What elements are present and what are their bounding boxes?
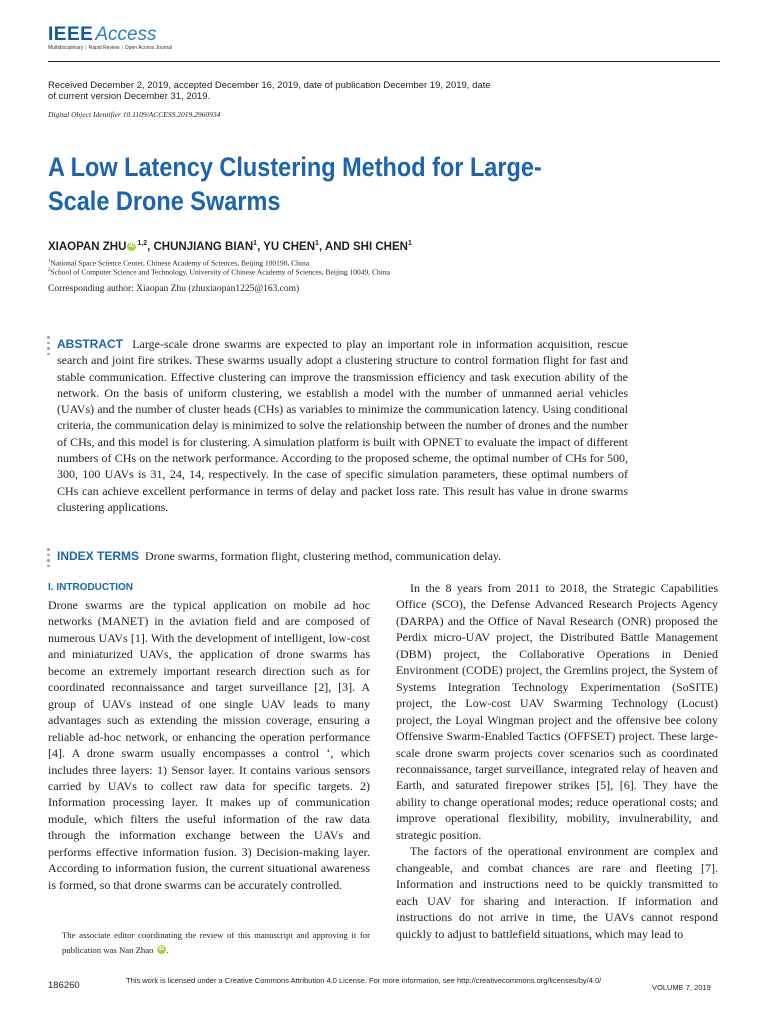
volume-label: VOLUME 7, 2019 <box>652 983 711 992</box>
index-terms-text: Drone swarms, formation flight, clustering method, communication delay. <box>145 549 502 563</box>
paragraph: In the 8 years from 2011 to 2018, the Strategic Capabilities Office (SCO), the Defense Advanced Research Projects Agency (DARPA) and the Office of Naval Research (ONR) proposed the Perdix micro-UAV project, the Distributed Battle Management (DBM) project, the Collaborative Operations in Denied Environment (CODE) project, the Gremlins project, the System of Systems Integration Technology Experimentation (SoSITE) project, the Low-cost UAV Swarming Technology (Locust) project, the Loyal Wingman project and the offensive bee colony Offensive Swarm-Enabled Tactics (OFFSET) project. These large-scale drone swarm projects cover scenarios such as coordinated reconnaissance, target surveillance, integrated relay of heaven and Earth, and saturated firepower strikes [5], [6]. They have the ability to change operational modes; reduce operational costs; and improve operational flexibility, mobility, invulnerability, and strategic position. <box>396 581 718 842</box>
abstract-text: Large-scale drone swarms are expected to play an important role in information acquisition, rescue search and joint fire strikes. These swarms usually adopt a clustering structure to control formation flight for fast and stable communication. Effective clustering can improve the transmission efficiency and task execution ability of the network. On the basis of uniform clustering, we establish a model with the number of unmanned aerial vehicles (UAVs) and the number of cluster heads (CHs) as variables to minimize the communication latency. Using conditional criteria, the communication delay is minimized to solve the relationship between the number of drones and the number of CHs, and this model is for clustering. A simulation platform is built with OPNET to evaluate the impact of different numbers of CHs on the network performance. According to the proposed scheme, the optimal number of CHs for 500, 300, 100 UAVs is 31, 24, 14, respectively. In the case of specific simulation parameters, these optimal numbers of CHs can achieve excellent performance in terms of delay and packet loss rate. This result has value in drone swarms clustering applications. <box>57 337 629 514</box>
journal-tagline: Multidisciplinary | Rapid Review | Open Access Journal <box>48 45 173 51</box>
logo-ieee: IEEE <box>48 24 94 45</box>
page-number: 186260 <box>48 980 80 991</box>
paragraph: Drone swarms are the typical application on mobile ad hoc networks (MANET) in the aviation field and are composed of numerous UAVs [1]. With the development of intelligent, low-cost and miniaturized UAVs, the application of drone swarms has become an extremely important research direction such as for coordinated reconnaissance and target surveillance [2], [3]. A group of UAVs instead of one single UAV leads to many advantages such as extending the mission coverage, ensuring a reliable ad-hoc network, or enhancing the operation performance [4]. A drone swarm usually encompasses a control ‘, which includes three layers: 1) Sensor layer. It contains various sensors carried by UAVs to collect raw data for specific targets. 2) Information processing layer. It makes up of communication module, which filters the useful information of the raw data through the information exchange between the UAVs and performs effective information fusion. 3) Decision-making layer. According to information fusion, the current situational awareness is formed, so that drone swarms can be accurately controlled. <box>48 598 370 892</box>
affiliation-2: $^2$School of Computer Science and Technology, University of Chinese Academy of Sciences, Beijing 10049, China <box>48 267 390 277</box>
abstract-label: ABSTRACT <box>57 337 123 351</box>
received-dates: Received December 2, 2019, accepted December 16, 2019, date of publication December 19, 2019, date of current version December 31, 2019. <box>48 80 491 102</box>
abstract <box>57 336 628 515</box>
index-terms-label: INDEX TERMS <box>57 549 140 563</box>
orcid-icon[interactable]: iD <box>158 946 165 952</box>
header-rule <box>48 61 720 62</box>
author-list: XIAOPAN ZHU iD $^{1,2}$, CHUNJIANG BIAN$^1$, YU CHEN$^1$, AND SHI CHEN$^1$ <box>48 240 412 253</box>
affiliation-1: $^1$National Space Science Center, Chinese Academy of Sciences, Beijing 100190, China <box>48 258 310 268</box>
editor-footnote: The associate editor coordinating the review of this manuscript and approving it for publication was Nan Zhao iD . <box>62 930 370 955</box>
paper-title: A Low Latency Clustering Method for Large-Scale Drone Swarms <box>48 152 542 216</box>
index-terms <box>57 548 657 564</box>
paragraph: The factors of the operational environment are complex and changeable, and combat chances are rare and fleeting [7]. Information and instructions need to be quickly transmitted to each UAV for sharing and interaction. If information and instructions do not arrive in time, the UAVs cannot respond quickly to adjust to battlefield situations, which may lead to <box>396 844 718 941</box>
corresponding-author: Corresponding author: Xiaopan Zhu (zhuxiaopan1225@163.com) <box>48 284 300 294</box>
doi: Digital Object Identifier 10.1109/ACCESS.2019.2960934 <box>48 110 221 119</box>
left-column <box>48 597 370 893</box>
logo-access: Access <box>95 24 157 45</box>
license-notice: This work is licensed under a Creative Commons Attribution 4.0 License. For more information, see http://creativecommons.org/licenses/by/4.0/ <box>126 976 602 985</box>
journal-logo <box>48 24 157 46</box>
dots-decoration <box>47 548 51 570</box>
right-column <box>396 580 718 942</box>
orcid-icon[interactable]: iD <box>128 242 135 249</box>
dots-decoration <box>47 336 51 358</box>
section-heading: I. INTRODUCTION <box>48 582 133 593</box>
